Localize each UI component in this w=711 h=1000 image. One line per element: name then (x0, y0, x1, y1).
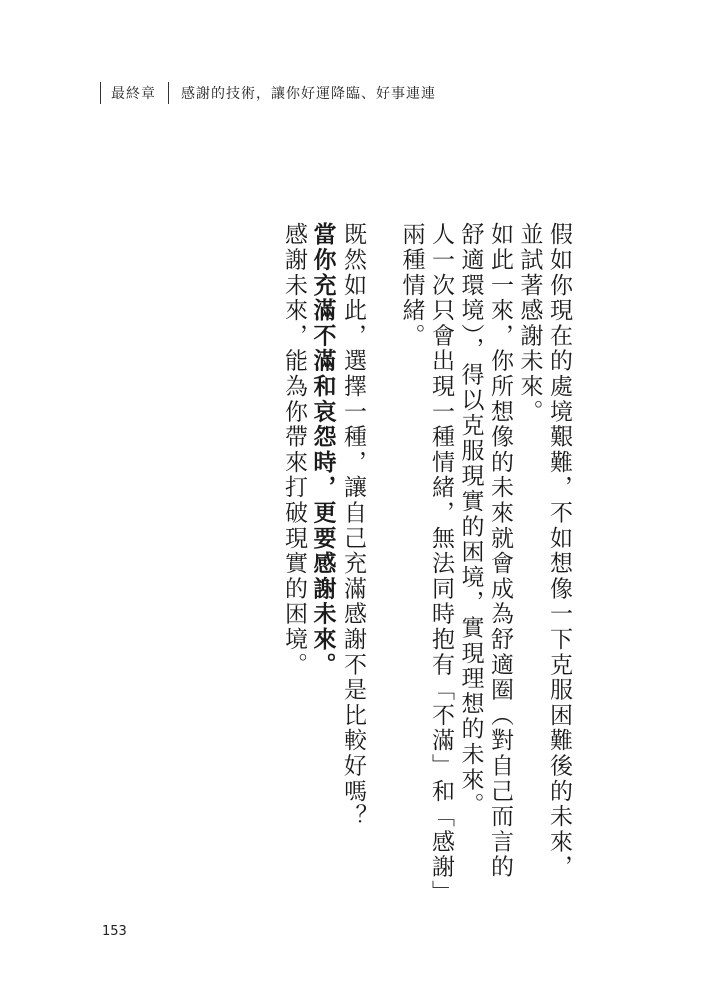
bold-paragraph: 當你充滿不滿和哀怨時，更要感謝未來。 (309, 222, 337, 678)
chapter-label: 最終章 (111, 86, 156, 102)
page-number: 153 (102, 924, 127, 939)
paragraph: 如此一來，你所想像的未來就會成為舒適圈（對自己而言的舒適環境），得以克服現實的困境，實現理想的未來。 (457, 222, 513, 880)
running-header (100, 78, 436, 108)
header-divider (168, 82, 169, 104)
paragraph: 感謝未來，能為你帶來打破現實的困境。 (281, 222, 307, 678)
paragraph: 假如你現在的處境艱難，不如想像一下克服困難後的未來，並試著感謝未來。 (516, 222, 572, 880)
paragraph: 既然如此，選擇一種，讓自己充滿感謝不是比較好嗎？ (340, 222, 366, 830)
paragraph: 人一次只會出現一種情緒，無法同時抱有「不滿」和「感謝」兩種情緒。 (398, 222, 454, 894)
header-divider (100, 82, 101, 104)
chapter-title: 感謝的技術，讓你好運降臨、好事連連 (181, 86, 436, 102)
body-text (233, 222, 573, 902)
